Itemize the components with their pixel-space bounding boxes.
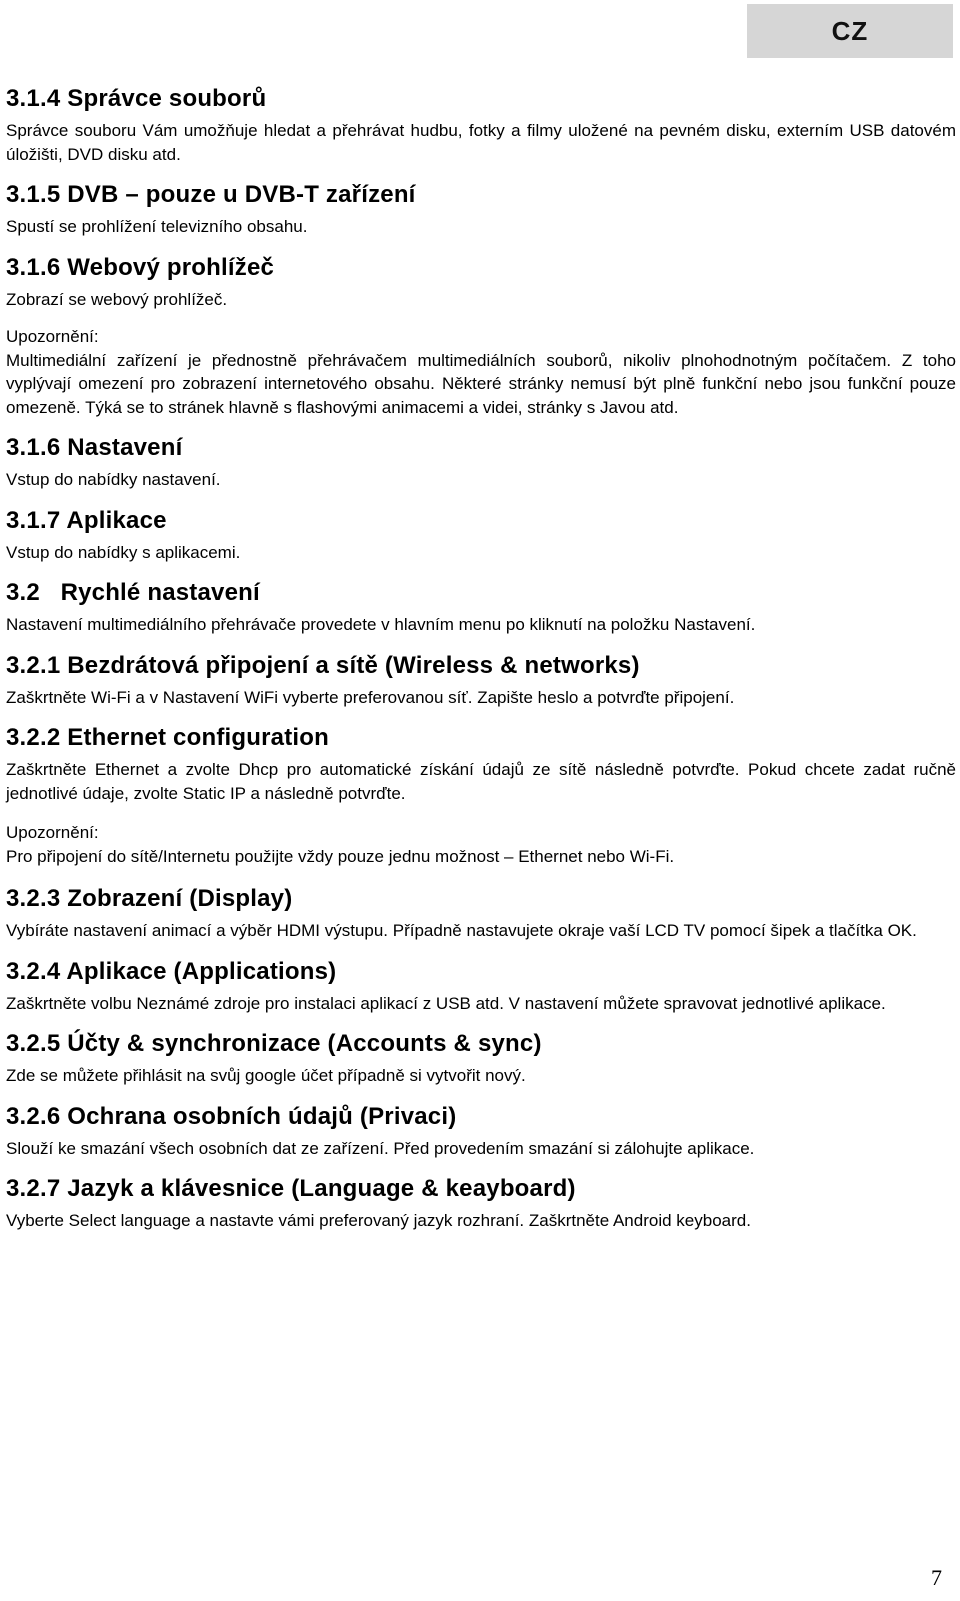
section-heading: 3.2.5 Účty & synchronizace (Accounts & sync) xyxy=(6,1030,542,1057)
section-heading: 3.1.6 Webový prohlížeč xyxy=(6,253,275,281)
note-paragraph: Multimediální zařízení je přednostně přehrávačem multimediálních souborů, nikoliv plnohodnotným počítačem. Z toho vyplývají omezení pro zobrazení internetového obsahu. Některé stránky nemusí být plně funkční nebo jsou funkční pouze omezeně. Týká se to stránek hlavně s flashovými animacemi a videi, stránky s Javou atd. xyxy=(6,350,956,417)
section-heading: 3.1.4 Správce souborů xyxy=(6,85,267,112)
section-3-1-5 xyxy=(6,180,956,239)
section-paragraph: Zaškrtněte volbu Neznámé zdroje pro instalaci aplikací z USB atd. V nastavení můžete spravovat jednotlivé aplikace. xyxy=(6,993,886,1013)
section-heading: 3.1.7 Aplikace xyxy=(6,506,167,534)
section-3-1-4 xyxy=(6,84,956,166)
document-body xyxy=(6,84,956,1247)
section-paragraph: Zde se můžete přihlásit na svůj google účet případně si vytvořit nový. xyxy=(6,1066,526,1085)
section-heading: 3.2.2 Ethernet configuration xyxy=(6,724,329,751)
note-single-connection xyxy=(6,821,956,868)
section-paragraph: Slouží ke smazání všech osobních dat ze zařízení. Před provedením smazání si zálohujte aplikace. xyxy=(6,1138,755,1158)
section-paragraph: Vstup do nabídky nastavení. xyxy=(6,470,221,489)
language-badge: CZ xyxy=(747,4,953,58)
section-paragraph: Zaškrtněte Ethernet a zvolte Dhcp pro automatické získání údajů ze sítě následně potvrďte. Pokud chcete zadat ručně jednotlivé údaje, zvolte Static IP a následně potvrďte. xyxy=(6,760,956,803)
section-paragraph: Vstup do nabídky s aplikacemi. xyxy=(6,542,241,562)
section-3-1-7 xyxy=(6,506,956,565)
section-3-2-4 xyxy=(6,957,956,1016)
section-heading: 3.2.6 Ochrana osobních údajů (Privaci) xyxy=(6,1102,457,1130)
section-heading: 3.2 Rychlé nastavení xyxy=(6,579,260,606)
section-3-2-1 xyxy=(6,651,956,710)
note-paragraph: Pro připojení do sítě/Internetu použijte vždy pouze jednu možnost – Ethernet nebo Wi-Fi. xyxy=(6,846,675,866)
section-paragraph: Zobrazí se webový prohlížeč. xyxy=(6,289,228,309)
section-3-2-6 xyxy=(6,1102,956,1161)
section-3-2-5 xyxy=(6,1029,956,1088)
section-3-2-2 xyxy=(6,723,956,805)
section-heading: 3.2.4 Aplikace (Applications) xyxy=(6,957,337,985)
section-heading: 3.2.1 Bezdrátová připojení a sítě (Wireless & networks) xyxy=(6,651,640,679)
section-heading: 3.2.3 Zobrazení (Display) xyxy=(6,885,293,912)
note-browser-limits xyxy=(6,325,956,419)
section-paragraph: Nastavení multimediálního přehrávače provedete v hlavním menu po kliknutí na položku Nastavení. xyxy=(6,615,756,634)
section-3-1-6-settings xyxy=(6,433,956,492)
section-3-2-3 xyxy=(6,884,956,943)
section-paragraph: Zaškrtněte Wi-Fi a v Nastavení WiFi vyberte preferovanou síť. Zapište heslo a potvrďte připojení. xyxy=(6,687,735,707)
section-heading: 3.1.6 Nastavení xyxy=(6,434,183,461)
section-3-2 xyxy=(6,578,956,637)
section-paragraph: Spustí se prohlížení televizního obsahu. xyxy=(6,217,308,236)
section-paragraph: Správce souboru Vám umožňuje hledat a přehrávat hudbu, fotky a filmy uložené na pevném disku, externím USB datovém úložišti, DVD disku atd. xyxy=(6,121,956,164)
section-3-2-7 xyxy=(6,1174,956,1233)
note-label: Upozornění: xyxy=(6,823,99,842)
page-number: 7 xyxy=(931,1565,942,1590)
section-paragraph: Vybíráte nastavení animací a výběr HDMI výstupu. Případně nastavujete okraje vaší LCD TV pomocí šipek a tlačítka OK. xyxy=(6,921,917,940)
section-heading: 3.1.5 DVB – pouze u DVB-T zařízení xyxy=(6,181,416,208)
section-paragraph: Vyberte Select language a nastavte vámi preferovaný jazyk rozhraní. Zaškrtněte Android keyboard. xyxy=(6,1211,751,1230)
section-heading: 3.2.7 Jazyk a klávesnice (Language & keayboard) xyxy=(6,1175,576,1202)
section-3-1-6-browser xyxy=(6,253,956,312)
note-label: Upozornění: xyxy=(6,327,99,346)
